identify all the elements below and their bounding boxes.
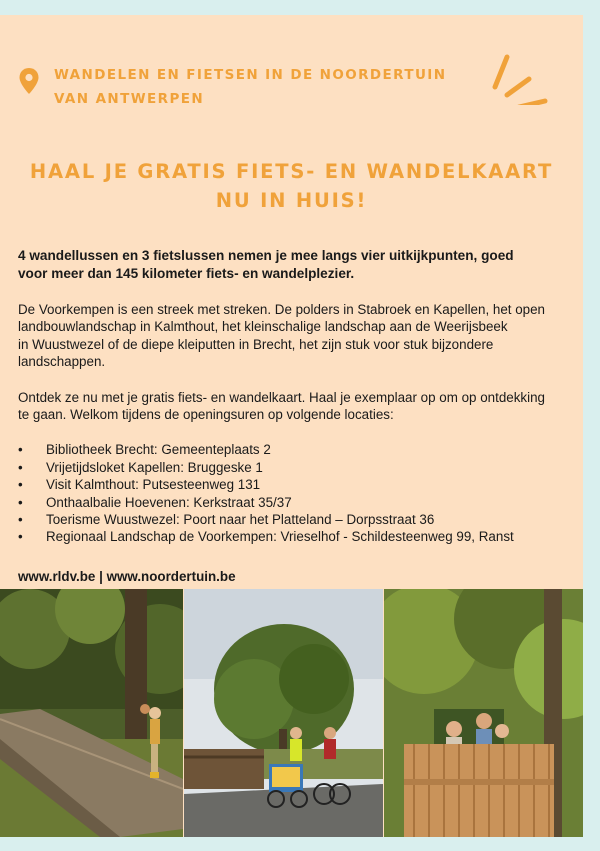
headline-line-2: NU IN HUIS!	[215, 189, 368, 212]
location-text: Toerisme Wuustwezel: Poort naar het Platteland – Dorpsstraat 36	[46, 512, 435, 528]
lead-line-2: voor meer dan 145 kilometer fiets- en wandelplezier.	[18, 266, 355, 281]
location-pin-icon	[18, 67, 40, 95]
para1-line-2: landbouwlandschap in Kalmthout, het kleinschalige landschap aan de Weerijsbeek	[18, 319, 508, 335]
eyebrow-title	[54, 63, 446, 111]
accent-strokes-icon	[485, 35, 555, 105]
location-text: Visit Kalmthout: Putsesteenweg 131	[46, 477, 261, 493]
photo-cargo-bike-bridge	[184, 589, 383, 837]
bullet: •	[18, 442, 23, 458]
bullet: •	[18, 494, 23, 510]
list-item	[18, 511, 548, 528]
header	[18, 63, 446, 111]
bullet: •	[18, 459, 23, 475]
paragraph-landscape	[18, 301, 548, 371]
para2-line-2: te gaan. Welkom tijdens de openingsuren op volgende locaties:	[18, 407, 394, 423]
bullet: •	[18, 512, 23, 528]
bullet: •	[18, 529, 23, 545]
list-item	[18, 528, 548, 545]
eyebrow-line-1: WANDELEN EN FIETSEN IN DE NOORDERTUIN	[54, 67, 447, 83]
location-text: Bibliotheek Brecht: Gemeenteplaats 2	[46, 442, 271, 458]
para2-line-1: Ontdek ze nu met je gratis fiets- en wandelkaart. Haal je exemplaar op om op ontdekking	[18, 389, 545, 405]
list-item	[18, 459, 548, 476]
location-text: Regionaal Landschap de Voorkempen: Vrieselhof - Schildesteenweg 99, Ranst	[46, 529, 514, 545]
list-item	[18, 494, 548, 511]
photo-strip	[0, 589, 583, 837]
page-headline	[0, 157, 583, 215]
para1-line-3: in Wuustwezel of de diepe kleiputten in Brecht, het zijn stuk voor stuk bijzondere	[18, 336, 494, 352]
list-item	[18, 441, 548, 458]
website-links[interactable]: www.rldv.be | www.noordertuin.be	[18, 568, 236, 584]
list-item	[18, 476, 548, 493]
bullet: •	[18, 477, 23, 493]
locations-list	[18, 441, 548, 545]
body-content	[18, 247, 548, 585]
headline-line-1: HAAL JE GRATIS FIETS- EN WANDELKAART	[29, 160, 554, 183]
lead-line-1: 4 wandellussen en 3 fietslussen nemen je mee langs vier uitkijkpunten, goed	[18, 248, 514, 263]
lead-paragraph	[18, 247, 548, 283]
location-text: Vrijetijdsloket Kapellen: Bruggeske 1	[46, 459, 263, 475]
eyebrow-line-2: VAN ANTWERPEN	[54, 91, 205, 107]
paragraph-pickup	[18, 389, 548, 424]
para1-line-4: landschappen.	[18, 354, 106, 370]
info-card	[0, 15, 583, 837]
photo-family-wooden-fence	[384, 589, 583, 837]
photo-boardwalk-children	[0, 589, 183, 837]
location-text: Onthaalbalie Hoevenen: Kerkstraat 35/37	[46, 494, 292, 510]
para1-line-1: De Voorkempen is een streek met streken. De polders in Stabroek en Kapellen, het open	[18, 302, 546, 317]
